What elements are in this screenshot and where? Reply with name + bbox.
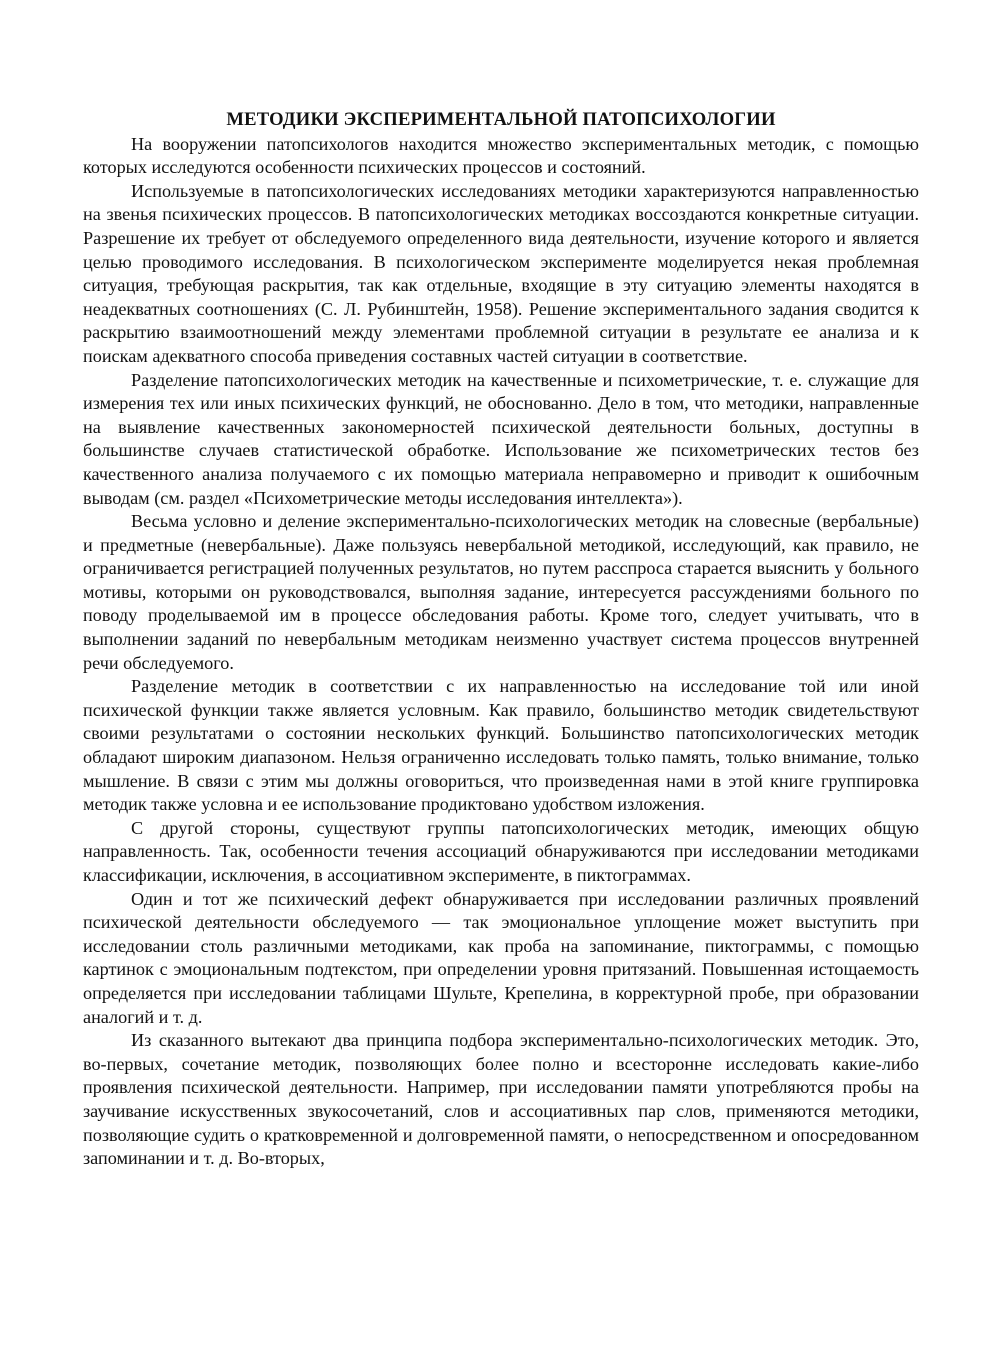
page-title: МЕТОДИКИ ЭКСПЕРИМЕНТАЛЬНОЙ ПАТОПСИХОЛОГИИ <box>226 109 776 130</box>
paragraph-7: Один и тот же психический дефект обнаруживается при исследовании различных проявлений психической деятельности обследуемого — так эмоциональное уплощение может выступить при исследовании столь различными методиками, как проба на запоминание, пиктограммы, с помощью картинок с эмоциональным подтекстом, при определении уровня притязаний. Повышенная истощаемость определяется при исследовании таблицами Шульте, Крепелина, в корректурной пробе, при образовании аналогий и т. д. <box>83 888 919 1027</box>
paragraph-6: С другой стороны, существуют группы патопсихологических методик, имеющих общую направленность. Так, особенности течения ассоциаций обнаруживаются при исследовании методиками классификации, исключения, в ассоциативном эксперименте, в пиктограммах. <box>83 817 919 885</box>
paragraph-8: Из сказанного вытекают два принципа подбора экспериментально-психологических методик. Это, во-первых, сочетание методик, позволяющих более полно и всесторонне исследовать какие-либо проявления психической деятельности. Например, при исследовании памяти употребляются пробы на заучивание искусственных звукосочетаний, слов и ассоциативных пар слов, применяются методики, позволяющие судить о кратковременной и долговременной памяти, о непосредственном и опосредованном запоминании и т. д. Во-вторых, <box>83 1030 919 1169</box>
paragraph-3: Разделение патопсихологических методик на качественные и психометрические, т. е. служащие для измерения тех или иных психических функций, не обоснованно. Дело в том, что методики, направленные на выявление качественных закономерностей психической деятельности больных, доступны в большинстве случаев статистической обработке. Использование же психометрических тестов без качественного анализа получаемого с их помощью материала неправомерно и приводит к ошибочным выводам (см. раздел «Психометрические методы исследования интеллекта»). <box>83 369 919 508</box>
paragraph-1: На вооружении патопсихологов находится множество экспериментальных методик, с помощью которых исследуются особенности психических процессов и состояний. <box>83 133 919 178</box>
paragraph-2: Используемые в патопсихологических исследованиях методики характеризуются направленностью на звенья психических процессов. В патопсихологических методиках воссоздаются конкретные ситуации. Разрешение их требует от обследуемого определенного вида деятельности, изучение которого и является целью проводимого исследования. В психологическом эксперименте моделируется некая проблемная ситуация, требующая раскрытия, так как отдельные, входящие в эту ситуацию элементы находятся в неадекватных соотношениях (С. Л. Рубинштейн, 1958). Решение экспериментального задания сводится к раскрытию взаимоотношений между элементами проблемной ситуации в результате ее анализа и к поискам адекватного способа приведения составных частей ситуации в соответствие. <box>83 180 919 366</box>
document-page <box>83 108 919 1171</box>
paragraph-5: Разделение методик в соответствии с их направленностью на исследование той или иной психической функции также является условным. Как правило, большинство методик свидетельствуют своими результатами о состоянии нескольких функций. Большинство патопсихологических методик обладают широким диапазоном. Нельзя ограниченно исследовать только память, только внимание, только мышление. В связи с этим мы должны оговориться, что произведенная нами в этой книге группировка методик также условна и ее использование продиктовано удобством изложения. <box>83 676 919 815</box>
paragraph-4: Весьма условно и деление экспериментально-психологических методик на словесные (вербальные) и предметные (невербальные). Даже пользуясь невербальной методикой, исследующий, как правило, не ограничивается регистрацией полученных результатов, но путем расспроса старается выяснить у больного мотивы, которыми он руководствовался, выполняя задание, интересуется рассуждениями больного по поводу проделываемой им в процессе обследования работы. Кроме того, следует учитывать, что в выполнении заданий по невербальным методикам неизменно участвует система процессов внутренней речи обследуемого. <box>83 511 919 673</box>
